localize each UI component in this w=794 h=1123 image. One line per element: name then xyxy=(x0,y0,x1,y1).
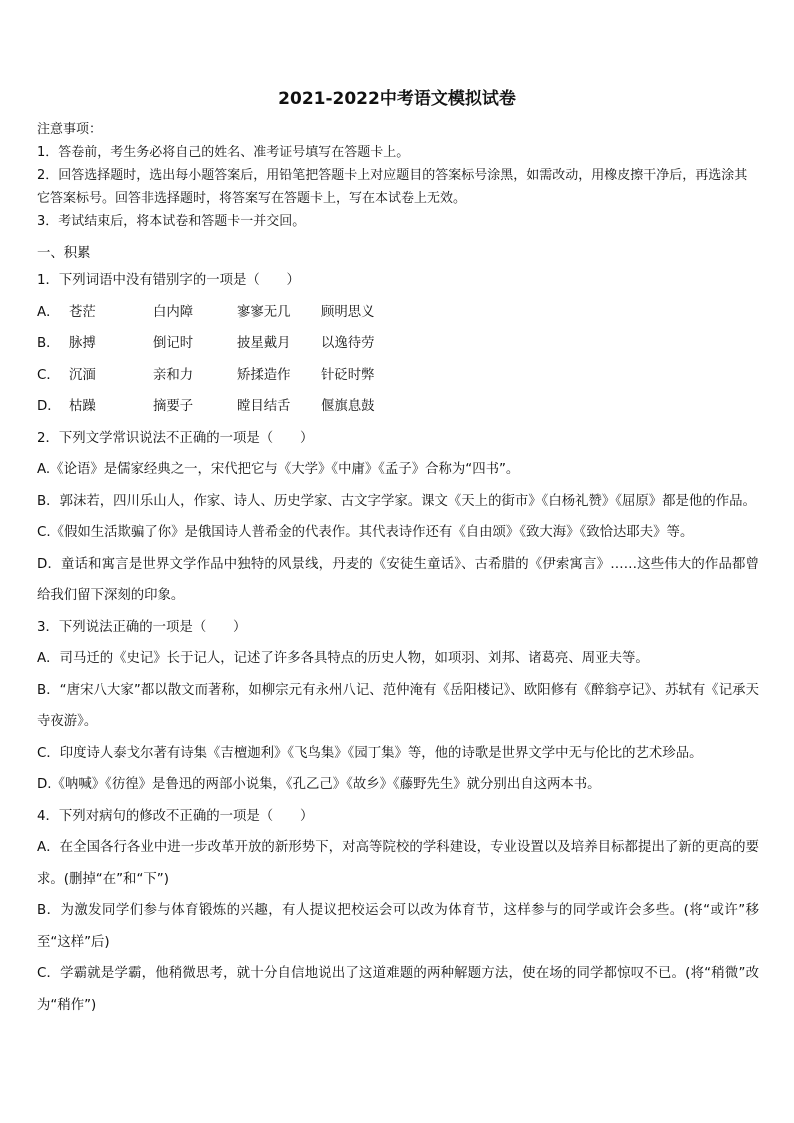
question-3-option-d: D.《呐喊》《彷徨》是鲁迅的两部小说集，《孔乙己》《故乡》《藤野先生》就分别出自这两本书。 xyxy=(37,777,601,792)
option-word: 以逸待劳 xyxy=(321,336,375,351)
question-1-option-a xyxy=(37,297,759,329)
question-1-option-c xyxy=(37,360,759,392)
option-word: 白内障 xyxy=(153,304,194,320)
question-2-option-a: A.《论语》是儒家经典之一，宋代把它与《大学》《中庸》《孟子》合称为“四书”。 xyxy=(37,462,520,477)
question-1-option-d xyxy=(37,391,759,423)
option-word: 沉湎 xyxy=(69,367,96,383)
option-word: 苍茫 xyxy=(69,304,96,320)
section-heading: 一、积累 xyxy=(37,246,91,261)
option-word: 针砭时弊 xyxy=(321,367,375,383)
question-3-option-a: A．司马迁的《史记》长于记人，记述了许多各具特点的历史人物，如项羽、刘邦、诸葛亮、周亚夫等。 xyxy=(37,651,649,666)
option-word: 摘要子 xyxy=(153,399,194,414)
option-label: A． xyxy=(37,304,60,320)
notice-item-3: 3．考试结束后，将本试卷和答题卡一并交回。 xyxy=(37,214,306,229)
exam-title: 2021-2022中考语文模拟试卷 xyxy=(278,89,516,109)
option-label: B． xyxy=(37,336,60,351)
option-word: 披星戴月 xyxy=(237,336,291,351)
option-word: 倒记时 xyxy=(153,336,194,351)
question-3-stem: 3．下列说法正确的一项是（ ） xyxy=(37,619,247,635)
question-4-option-c: C．学霸就是学霸，他稍微思考，就十分自信地说出了这道难题的两种解题方法，使在场的同学都惊叹不已。(将“稍微”改为“稍作”) xyxy=(37,966,759,1013)
question-2-stem: 2．下列文学常识说法不正确的一项是（ ） xyxy=(37,430,314,446)
question-2-option-c: C.《假如生活欺骗了你》是俄国诗人普希金的代表作。其代表诗作还有《自由颂》《致大海》《致恰达耶夫》等。 xyxy=(37,525,694,540)
question-1-stem: 1．下列词语中没有错别字的一项是（ ） xyxy=(37,273,300,288)
notice-block xyxy=(37,118,759,233)
question-2-option-d: D．童话和寓言是世界文学作品中独特的风景线，丹麦的《安徒生童话》、古希腊的《伊索寓言》……这些伟大的作品都曾给我们留下深刻的印象。 xyxy=(37,556,759,603)
notice-item-1: 1．答卷前，考生务必将自己的姓名、准考证号填写在答题卡上。 xyxy=(37,145,410,160)
option-word: 瞠目结舌 xyxy=(237,399,291,414)
option-label: C． xyxy=(37,367,60,383)
option-word: 矫揉造作 xyxy=(237,367,291,383)
option-word: 亲和力 xyxy=(153,367,194,383)
exam-content xyxy=(37,242,759,1021)
option-word: 寥寥无几 xyxy=(237,304,291,320)
question-3-option-c: C．印度诗人泰戈尔著有诗集《吉檀迦利》《飞鸟集》《园丁集》等，他的诗歌是世界文学中无与伦比的艺术珍品。 xyxy=(37,745,703,761)
option-word: 顾明思义 xyxy=(321,304,375,320)
option-word: 脉搏 xyxy=(69,336,96,351)
question-1-option-b xyxy=(37,328,759,360)
notice-heading: 注意事项： xyxy=(37,122,103,137)
option-label: D． xyxy=(37,399,61,414)
option-word: 枯躁 xyxy=(69,399,96,414)
question-4-option-b: B．为激发同学们参与体育锻炼的兴趣，有人提议把校运会可以改为体育节，这样参与的同学或许会多些。(将“或许”移至“这样”后) xyxy=(37,903,759,950)
notice-item-2: 2．回答选择题时，选出每小题答案后，用铅笔把答题卡上对应题目的答案标号涂黑，如需改动，用橡皮擦干净后，再选涂其它答案标号。回答非选择题时，将答案写在答题卡上，写在本试卷上无效。 xyxy=(37,168,748,206)
question-4-option-a: A．在全国各行各业中进一步改革开放的新形势下，对高等院校的学科建设，专业设置以及培养目标都提出了新的更高的要求。(删掉“在”和“下”) xyxy=(37,840,759,887)
question-2-option-b: B．郭沫若，四川乐山人，作家、诗人、历史学家、古文字学家。课文《天上的街市》《白杨礼赞》《屈原》都是他的作品。 xyxy=(37,493,756,509)
question-4-stem: 4．下列对病句的修改不正确的一项是（ ） xyxy=(37,808,314,824)
option-word: 偃旗息鼓 xyxy=(321,399,375,414)
question-3-option-b: B．“唐宋八大家”都以散文而著称，如柳宗元有永州八记、范仲淹有《岳阳楼记》、欧阳修有《醉翁亭记》、苏轼有《记承天寺夜游》。 xyxy=(37,682,759,729)
